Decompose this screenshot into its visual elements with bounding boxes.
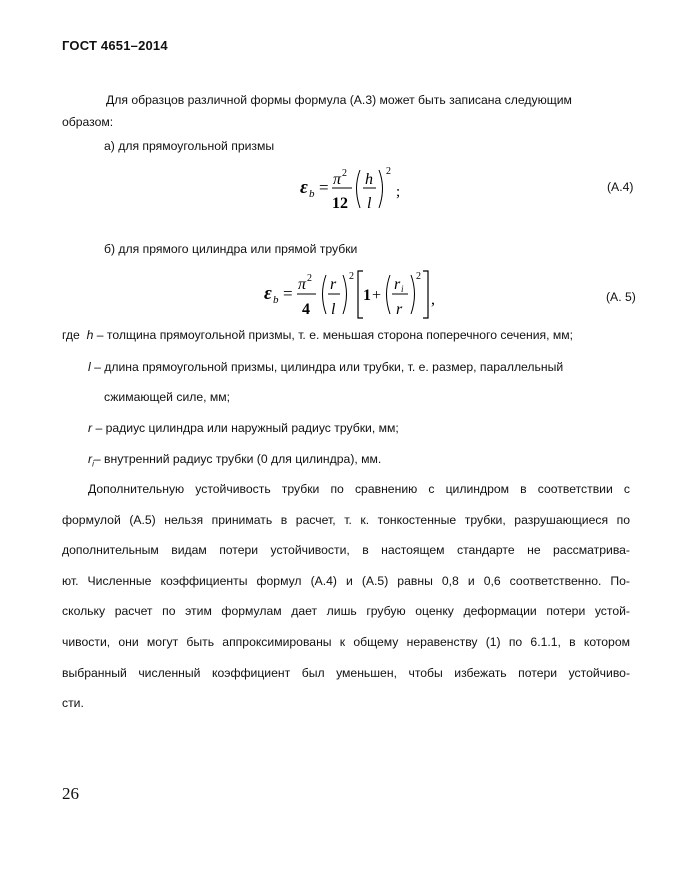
paragraph-line-7: выбранный численный коэффициент был уменьшен, чтобы избежать потери устойчиво- [62, 666, 630, 680]
svg-text:π: π [333, 171, 342, 188]
definition-ri [88, 452, 381, 468]
equation-number-a4: (А.4) [607, 180, 634, 194]
paragraph-line-4: ют. Численные коэффициенты формул (А.4) и (А.5) равны 0,8 и 0,6 соответственно. По- [62, 574, 630, 588]
definition-r [88, 421, 399, 435]
item-a-label: а) для прямоугольной призмы [104, 139, 275, 153]
definition-h [62, 328, 573, 342]
paragraph-line-6: чивости, они могут быть аппроксимированы к общему неравенству (1) по 6.1.1, в котором [62, 635, 630, 649]
svg-text:=: = [319, 178, 329, 197]
formula-a4 [296, 162, 411, 218]
svg-text:2: 2 [342, 168, 347, 179]
svg-text:2: 2 [307, 273, 312, 284]
svg-text:12: 12 [332, 195, 348, 212]
svg-text:r: r [394, 276, 401, 293]
paragraph-line-2: формулой (А.5) нельзя принимать в расчет, т. к. тонкостенные трубки, разрушающиеся по [62, 513, 630, 527]
svg-text:ε: ε [264, 283, 272, 304]
page-number: 26 [62, 784, 79, 803]
svg-text:b: b [273, 294, 279, 306]
symbol-ri: r [88, 452, 93, 466]
paragraph-line-5: скольку расчет по этим формулам дает лишь грубую оценку деформации потери устой- [62, 604, 630, 618]
svg-text:r: r [330, 276, 337, 293]
item-b-label: б) для прямого цилиндра или прямой трубки [104, 242, 358, 256]
svg-text:+: + [372, 287, 382, 304]
paragraph-line-1: Дополнительную устойчивость трубки по сравнению с цилиндром в соответствии с [88, 482, 630, 496]
definition-r-text: – радиус цилиндра или наружный радиус трубки, мм; [92, 421, 399, 435]
svg-text:,: , [431, 291, 435, 308]
symbol-h: h [86, 328, 94, 342]
svg-text:=: = [283, 284, 293, 303]
svg-text:r: r [396, 301, 403, 318]
definition-l-continued: сжимающей силе, мм; [104, 390, 231, 404]
document-code: ГОСТ 4651–2014 [62, 38, 168, 53]
svg-text:2: 2 [416, 271, 421, 282]
definition-ri-text: – внутренний радиус трубки (0 для цилиндра), мм. [93, 452, 382, 466]
symbol-r: r [88, 421, 93, 435]
svg-text:;: ; [396, 184, 401, 200]
svg-text:i: i [401, 284, 404, 294]
definition-prefix: где [62, 328, 80, 342]
equation-number-a5: (А. 5) [606, 290, 636, 304]
svg-text:2: 2 [386, 166, 391, 177]
svg-text:4: 4 [302, 301, 310, 318]
definition-l-text: – длина прямоугольной призмы, цилиндра или трубки, т. е. размер, параллельный [90, 360, 564, 374]
svg-text:π: π [298, 276, 307, 293]
svg-text:b: b [309, 188, 315, 200]
definition-l [88, 360, 563, 374]
svg-text:l: l [367, 195, 372, 212]
intro-line-2: образом: [62, 115, 114, 129]
svg-text:2: 2 [349, 271, 354, 282]
symbol-l: l [88, 360, 91, 374]
formula-a5 [260, 266, 450, 324]
definition-h-text: – толщина прямоугольной призмы, т. е. меньшая сторона поперечного сечения, мм; [93, 328, 574, 342]
svg-text:l: l [331, 301, 336, 318]
paragraph-line-8: сти. [62, 696, 84, 710]
svg-text:ε: ε [300, 177, 308, 198]
symbol-ri-subscript: i [92, 459, 94, 469]
intro-line-1: Для образцов различной формы формула (А.3) может быть записана следующим [106, 93, 572, 107]
paragraph-line-3: дополнительным видам потери устойчивости, в настоящем стандарте не рассматрива- [62, 543, 630, 557]
svg-text:1: 1 [363, 287, 371, 304]
svg-text:h: h [365, 171, 373, 188]
